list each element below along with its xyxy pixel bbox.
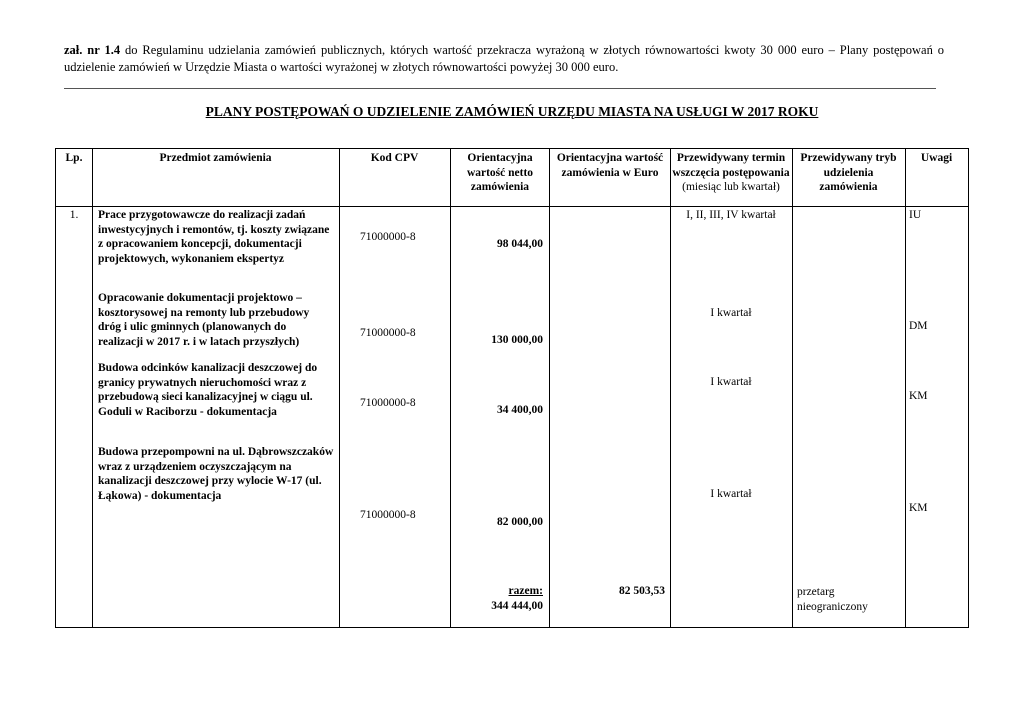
- item-cpv: 71000000-8: [360, 327, 416, 339]
- item-note: DM: [909, 320, 928, 332]
- item-value: 130 000,00: [491, 334, 543, 346]
- column-divider: [92, 149, 93, 627]
- item-cpv: 71000000-8: [360, 397, 416, 409]
- header-subject: Przedmiot zamówienia: [159, 152, 272, 164]
- page-title: PLANY POSTĘPOWAŃ O UDZIELENIE ZAMÓWIEŃ URZĘDU MIASTA NA USŁUGI W 2017 ROKU: [205, 104, 819, 119]
- column-divider: [339, 149, 340, 627]
- column-divider: [905, 149, 906, 627]
- header-row-divider: [56, 206, 968, 207]
- header-notes: Uwagi: [920, 152, 953, 164]
- item-value: 98 044,00: [497, 238, 543, 250]
- header-divider: [64, 88, 936, 89]
- procurement-mode: przetarg nieograniczony: [797, 586, 868, 613]
- column-divider: [792, 149, 793, 627]
- item-term: I kwartał: [710, 307, 752, 319]
- item-value: 82 000,00: [497, 516, 543, 528]
- attachment-ref: zał. nr 1.4: [64, 43, 121, 57]
- item-cpv: 71000000-8: [360, 509, 416, 521]
- column-divider: [549, 149, 550, 627]
- header-net-value: Orientacyjna wartość netto zamówienia: [466, 152, 534, 193]
- item-cpv: 71000000-8: [360, 231, 416, 243]
- item-term: I kwartał: [710, 488, 752, 500]
- item-term: I, II, III, IV kwartał: [686, 209, 776, 221]
- procurement-table: [55, 148, 969, 628]
- item-subject: Budowa odcinków kanalizacji deszczowej do granicy prywatnych nieruchomości wraz z przebudową sieci kanalizacyjnej w ciągu ul. Goduli w Raciborzu - dokumentacja: [98, 362, 318, 418]
- item-note: IU: [909, 209, 922, 221]
- total-value: 344 444,00: [491, 600, 543, 612]
- item-subject: Opracowanie dokumentacji projektowo – kosztorysowej na remonty lub przebudowy dróg i ulic gminnych (planowanych do realizacji w 2017 r. i w latach przyszłych): [98, 292, 310, 348]
- document-header: [64, 42, 944, 76]
- item-subject: Prace przygotowawcze do realizacji zadań inwestycyjnych i remontów, tj. koszty związane z opracowaniem koncepcji, dokumentacji projektowych, wykonaniem ekspertyz: [98, 209, 330, 265]
- column-divider: [450, 149, 451, 627]
- item-note: KM: [909, 390, 928, 402]
- header-cpv: Kod CPV: [370, 152, 419, 164]
- header-start-term-note: (miesiąc lub kwartał): [682, 181, 780, 193]
- header-lp: Lp.: [65, 152, 83, 164]
- total-label: razem:: [508, 585, 543, 597]
- euro-total: 82 503,53: [619, 585, 665, 597]
- item-note: KM: [909, 502, 928, 514]
- header-mode: Przewidywany tryb udzielenia zamówienia: [800, 152, 897, 193]
- item-value: 34 400,00: [497, 404, 543, 416]
- header-text: do Regulaminu udzielania zamówień publicznych, których wartość przekracza wyrażoną w złotych równowartości kwoty 30 000 euro – Plany postępowań o udzielenie zamówień w Urzędzie Miasta o wartości wyrażonej w złotych równowartości powyżej 30 000 euro.: [64, 43, 944, 74]
- row-number: 1.: [69, 209, 79, 221]
- header-euro-value: Orientacyjna wartość zamówienia w Euro: [556, 152, 664, 179]
- item-subject: Budowa przepompowni na ul. Dąbrowszczaków wraz z urządzeniem oczyszczającym na kanalizacji deszczowej przy wylocie W-17 (ul. Łąkowa) - dokumentacja: [98, 446, 334, 502]
- header-start-term: Przewidywany termin wszczęcia postępowania (miesiąc lub kwartał): [670, 151, 792, 195]
- item-term: I kwartał: [710, 376, 752, 388]
